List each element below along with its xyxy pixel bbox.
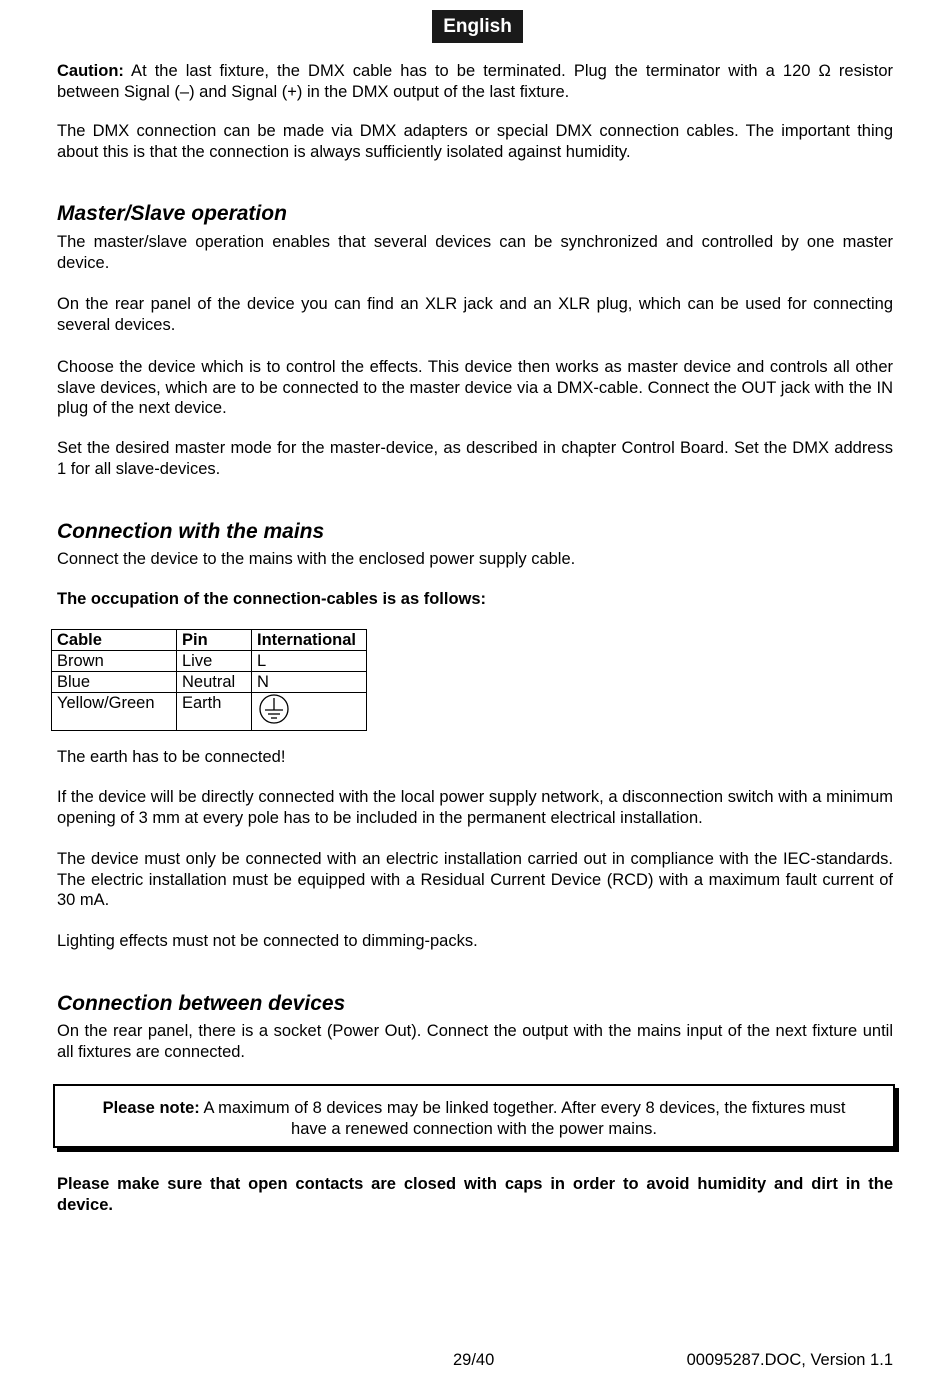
cell-international: L: [252, 651, 367, 672]
master-slave-p2: [57, 294, 893, 335]
table-header-row: [52, 630, 367, 651]
paragraph-text: Lighting effects must not be connected to dimming-packs.: [57, 932, 478, 950]
paragraph-text: If the device will be directly connected with the local power supply network, a disconnection switch with a minimum opening of 3 mm at every pole has to be included in the permanent electrical installation.: [57, 788, 893, 827]
caution-paragraph: [57, 61, 893, 102]
cell-international: N: [252, 672, 367, 693]
cell-cable: Brown: [52, 651, 177, 672]
paragraph-text: Connect the device to the mains with the enclosed power supply cable.: [57, 550, 576, 568]
cell-cable: Yellow/Green: [52, 693, 177, 731]
earth-ground-icon: [257, 693, 291, 725]
note-text: [55, 1098, 893, 1140]
header-pin: Pin: [177, 630, 252, 651]
mains-p1: [57, 549, 893, 570]
mains-p3: [57, 787, 893, 828]
dmx-connection-paragraph: [57, 121, 893, 162]
warning-text: Please make sure that open contacts are closed with caps in order to avoid humidity and dirt in the device.: [57, 1175, 893, 1214]
cell-pin: Neutral: [177, 672, 252, 693]
between-p1: [57, 1021, 893, 1062]
master-slave-p4: [57, 438, 893, 479]
cable-table: [51, 629, 367, 731]
mains-p2: [57, 747, 893, 768]
page-number: 29/40: [453, 1351, 495, 1369]
heading-between-devices: Connection between devices: [57, 992, 346, 1015]
paragraph-text: The device must only be connected with an electric installation carried out in compliance with the IEC-standards. The electric installation must be equipped with a Residual Current Device (RCD) with a maximum fault current of 30 mA.: [57, 850, 893, 909]
note-body: A maximum of 8 devices may be linked together. After every 8 devices, the fixtures must have a renewed connection with the power mains.: [199, 1099, 846, 1138]
paragraph-text: Choose the device which is to control the effects. This device then works as master device and controls all other slave devices, which are to be connected to the master device via a DMX-cable. Connect the OUT jack with the IN plug of the next device.: [57, 358, 893, 417]
cell-pin: Earth: [177, 693, 252, 731]
caution-text: At the last fixture, the DMX cable has to be terminated. Plug the terminator with a 120 Ω resistor between Signal (–) and Signal (+) in the DMX output of the last fixture.: [57, 62, 893, 101]
heading-master-slave: Master/Slave operation: [57, 202, 287, 225]
paragraph-text: The master/slave operation enables that several devices can be synchronized and controlled by one master device.: [57, 233, 893, 272]
heading-mains: Connection with the mains: [57, 520, 325, 543]
table-row: [52, 672, 367, 693]
language-badge: English: [432, 10, 523, 43]
cell-pin: Live: [177, 651, 252, 672]
header-cable: Cable: [52, 630, 177, 651]
caution-label: Caution:: [57, 62, 124, 80]
cell-cable: Blue: [52, 672, 177, 693]
paragraph-text: Set the desired master mode for the master-device, as described in chapter Control Board. Set the DMX address 1 for all slave-devices.: [57, 439, 893, 478]
header-international: International: [252, 630, 367, 651]
paragraph-text: On the rear panel of the device you can find an XLR jack and an XLR plug, which can be used for connecting several devices.: [57, 295, 893, 334]
table-row: [52, 651, 367, 672]
paragraph-text: On the rear panel, there is a socket (Power Out). Connect the output with the mains input of the next fixture until all fixtures are connected.: [57, 1022, 893, 1061]
mains-p5: [57, 931, 893, 952]
please-note-box: [53, 1084, 895, 1148]
paragraph-text: The earth has to be connected!: [57, 748, 286, 766]
occupation-title-text: The occupation of the connection-cables is as follows:: [57, 590, 487, 608]
table-row: [52, 693, 367, 731]
note-label: Please note:: [102, 1099, 200, 1117]
cell-international: [252, 693, 367, 731]
doc-version: 00095287.DOC, Version 1.1: [686, 1351, 893, 1369]
dmx-connection-text: The DMX connection can be made via DMX adapters or special DMX connection cables. The important thing about this is that the connection is always sufficiently isolated against humidity.: [57, 122, 893, 161]
master-slave-p3: [57, 357, 893, 419]
warning-paragraph: [57, 1174, 893, 1215]
mains-p4: [57, 849, 893, 911]
master-slave-p1: [57, 232, 893, 273]
occupation-title: [57, 589, 893, 610]
